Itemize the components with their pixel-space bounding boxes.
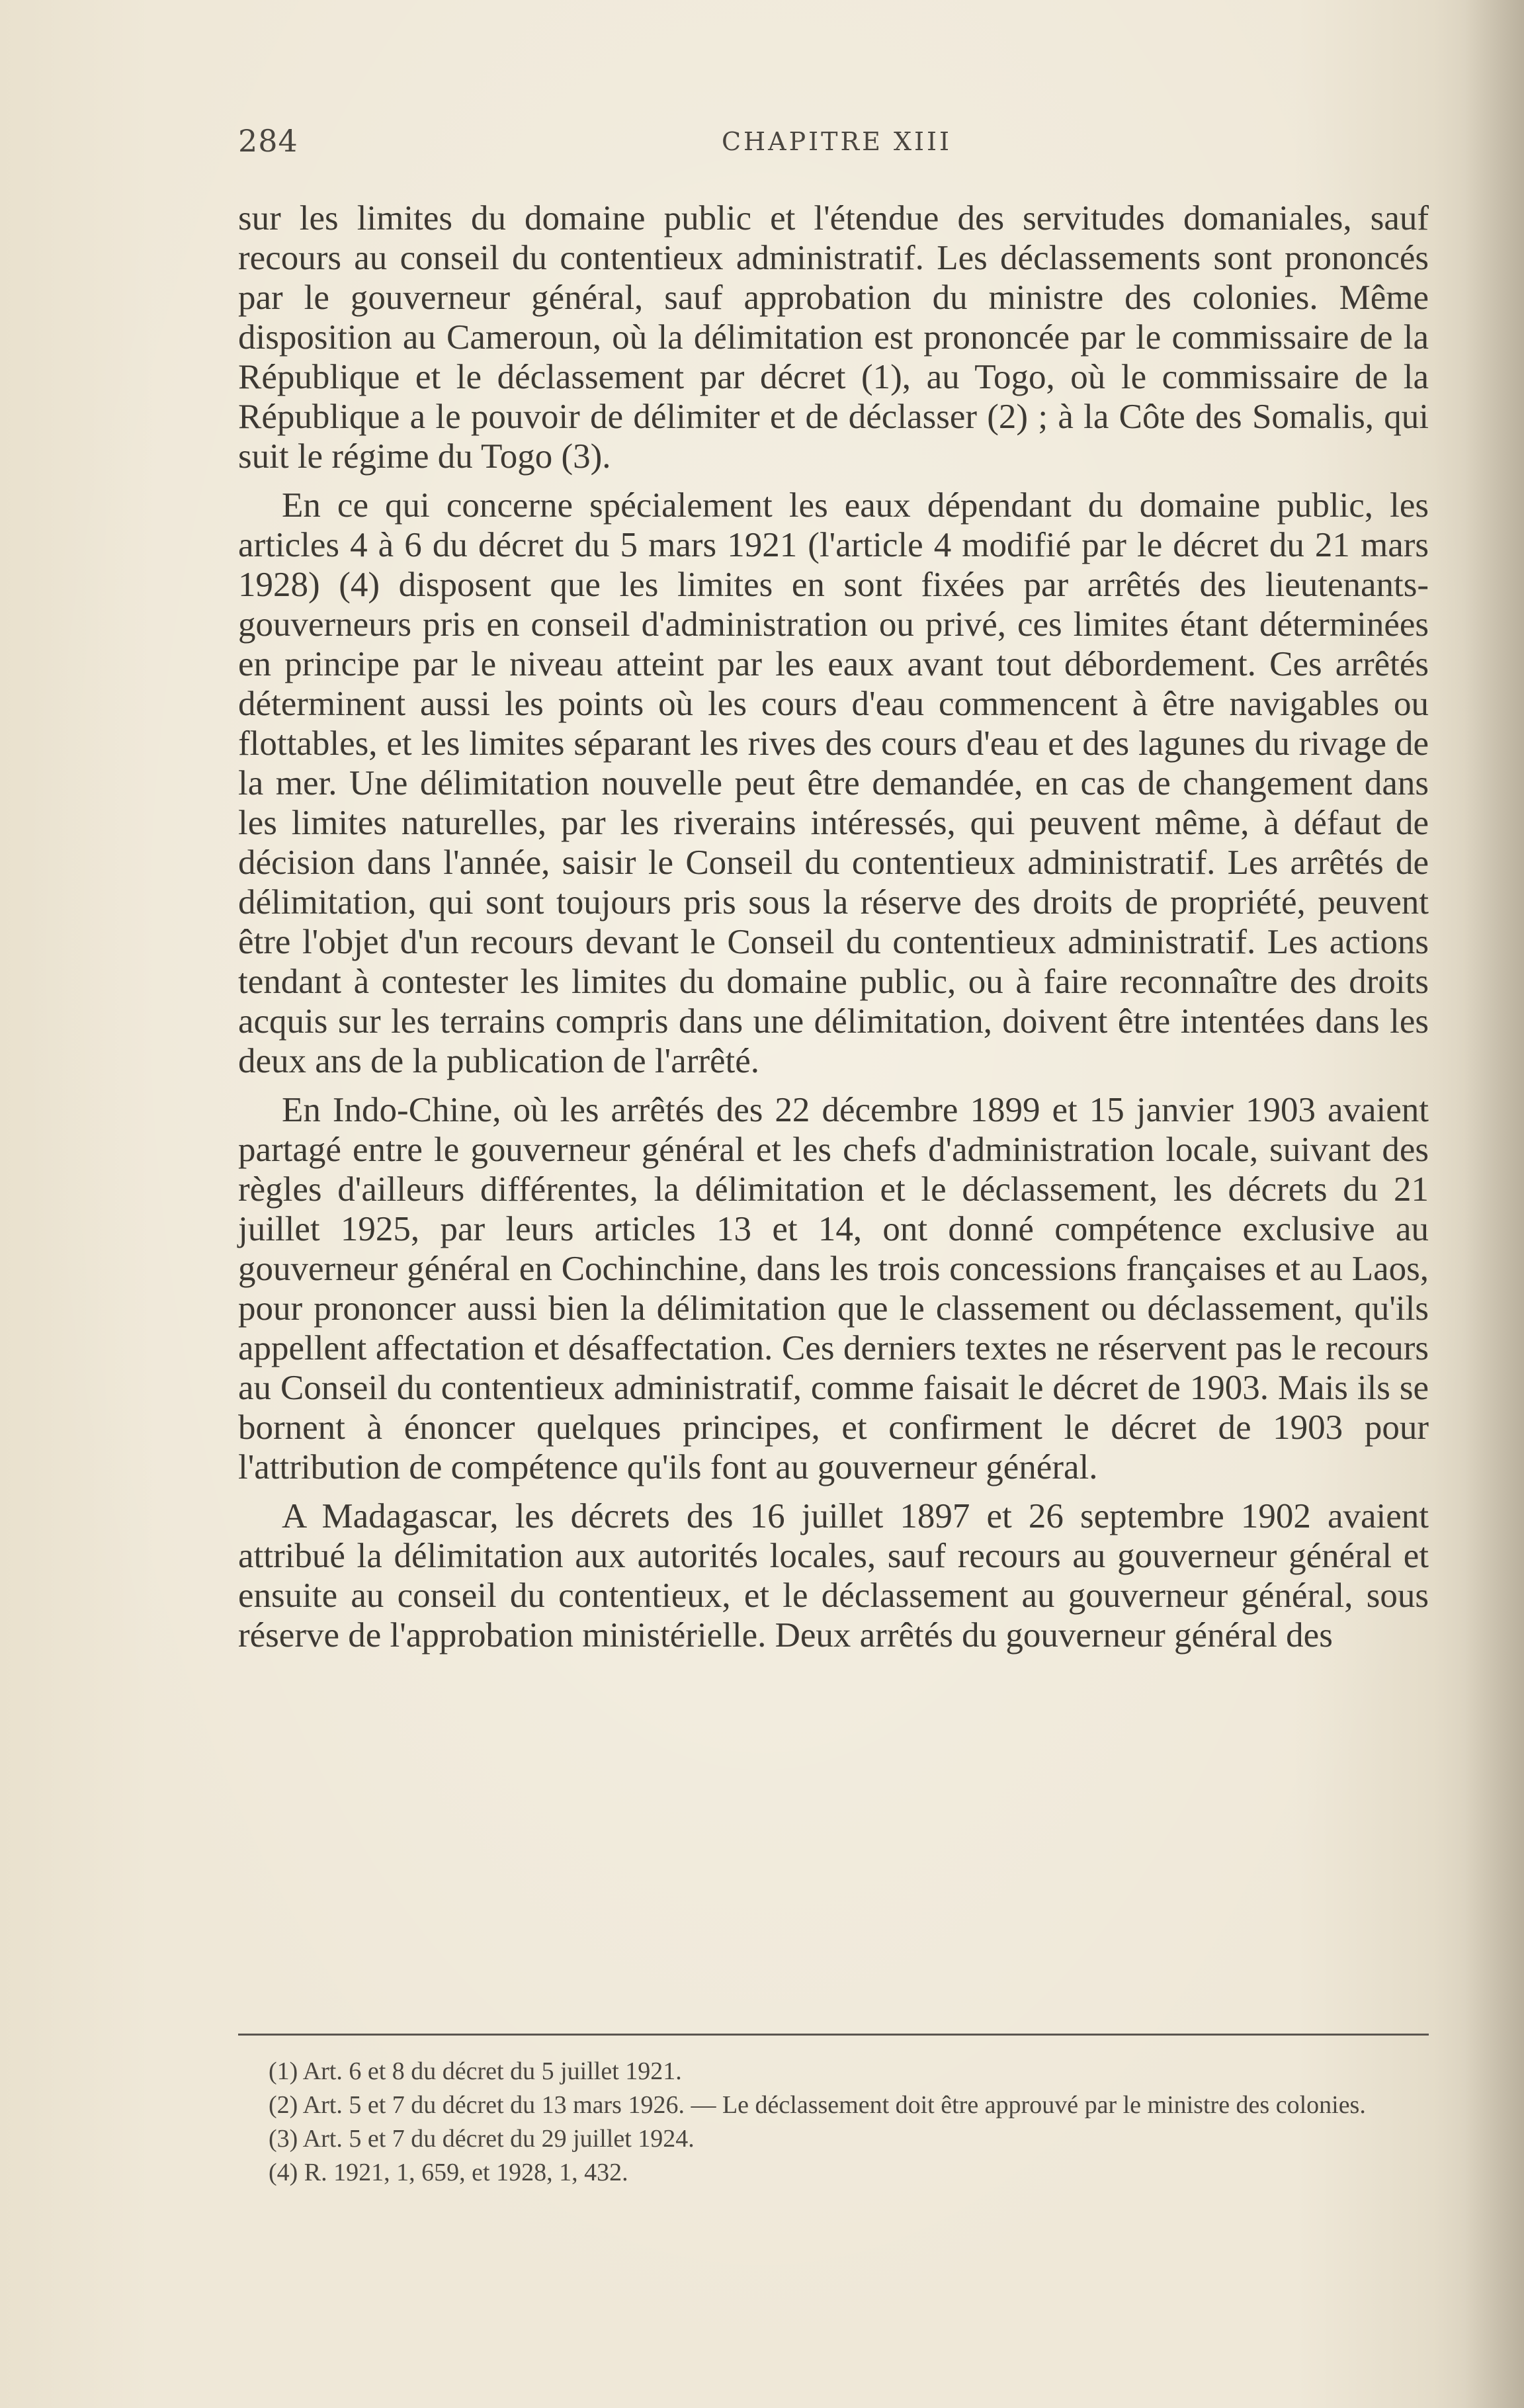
page-number: 284	[238, 123, 298, 159]
page-edge-shadow	[1464, 0, 1524, 2408]
footnote-4: (4) R. 1921, 1, 659, et 1928, 1, 432.	[269, 2159, 628, 2186]
paragraph-indo-chine: En Indo-Chine, où les arrêtés des 22 décembre 1899 et 15 janvier 1903 avaient partagé entre le gouverneur général et les chefs d'administration locale, suivant des règles d'ailleurs différentes, la délimitation et le déclassement, les décrets du 21 juillet 1925, par leurs articles 13 et 14, ont donné compétence exclusive au gouverneur général en Cochinchine, dans les trois concessions françaises et au Laos, pour prononcer aussi bien la délimitation que le classement ou déclassement, qu'ils appellent affectation et désaffectation. Ces derniers textes ne réservent pas le recours au Conseil du contentieux administratif, comme faisait le décret de 1903. Mais ils se bornent à énoncer quelques principes, et confirment le décret de 1903 pour l'attribution de compétence qu'ils font au gouverneur général.	[238, 1091, 1429, 1486]
footnote-3: (3) Art. 5 et 7 du décret du 29 juillet 1924.	[269, 2125, 695, 2153]
paragraph-eaux-domaine-public: En ce qui concerne spécialement les eaux dépendant du domaine public, les articles 4 à 6 du décret du 5 mars 1921 (l'article 4 modifié par le décret du 21 mars 1928) (4) disposent que les limites en sont fixées par arrêtés des lieutenants-gouverneurs pris en conseil d'administration ou privé, ces limites étant déterminées en principe par le niveau atteint par les eaux avant tout débordement. Ces arrêtés déterminent aussi les points où les cours d'eau commencent à être navigables ou flottables, et les limites séparant les rives des cours d'eau et des lagunes du rivage de la mer. Une délimitation nouvelle peut être demandée, en cas de changement dans les limites naturelles, par les riverains intéressés, qui peuvent même, à défaut de décision dans l'année, saisir le Conseil du contentieux administratif. Les arrêtés de délimitation, qui sont toujours pris sous la réserve des droits de propriété, peuvent être l'objet d'un recours devant le Conseil du contentieux administratif. Les actions tendant à contester les limites du domaine public, ou à faire reconnaître des droits acquis sur les terrains compris dans une délimitation, doivent être intentées dans les deux ans de la publication de l'arrêté.	[238, 486, 1429, 1080]
footnote-2: (2) Art. 5 et 7 du décret du 13 mars 1926. — Le déclassement doit être approuvé par le ministre des colonies.	[269, 2091, 1366, 2119]
footnote-1: (1) Art. 6 et 8 du décret du 5 juillet 1921.	[269, 2057, 682, 2085]
footnote-divider	[238, 2034, 1429, 2036]
paragraph-continuation: sur les limites du domaine public et l'étendue des servitudes domaniales, sauf recours au conseil du contentieux administratif. Les déclassements sont prononcés par le gouverneur général, sauf approbation du ministre des colonies. Même disposition au Cameroun, où la délimitation est prononcée par le commissaire de la République et le déclassement par décret (1), au Togo, où le commissaire de la République a le pouvoir de délimiter et de déclasser (2) ; à la Côte des Somalis, qui suit le régime du Togo (3).	[238, 199, 1429, 476]
footnotes	[238, 2055, 1429, 2190]
paragraph-madagascar: A Madagascar, les décrets des 16 juillet 1897 et 26 septembre 1902 avaient attribué la délimitation aux autorités locales, sauf recours au gouverneur général et ensuite au conseil du contentieux, et le déclassement au gouverneur général, sous réserve de l'approbation ministérielle. Deux arrêtés du gouverneur général des	[238, 1497, 1429, 1655]
body-text	[238, 198, 1429, 1664]
page-header	[238, 123, 1429, 163]
running-head: CHAPITRE XIII	[721, 127, 952, 156]
